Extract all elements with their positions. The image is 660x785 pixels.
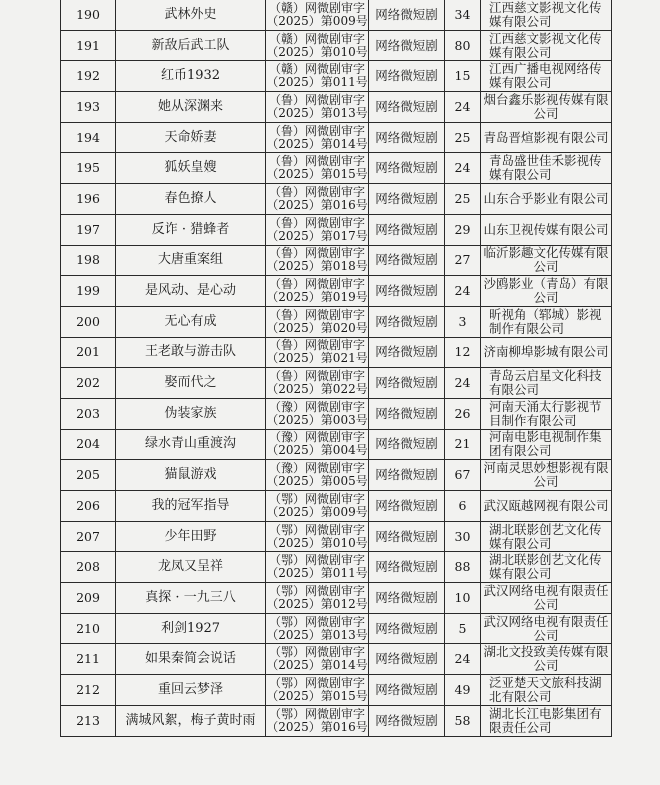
table-row [61,644,612,675]
license-serial: （2025）第010号 [266,44,368,59]
table-body [61,0,612,736]
row-number: 192 [61,61,116,92]
license-number [266,306,369,337]
drama-title: 我的冠军指导 [116,491,266,522]
license-number [266,552,369,583]
license-number [266,61,369,92]
row-number: 205 [61,460,116,491]
drama-type: 网络微短剧 [369,429,445,460]
drama-type: 网络微短剧 [369,276,445,307]
license-serial: （2025）第014号 [266,136,368,151]
drama-type: 网络微短剧 [369,705,445,736]
table-row [61,153,612,184]
row-number: 207 [61,521,116,552]
drama-type: 网络微短剧 [369,675,445,706]
producer-company: 河南电影电视制作集团有限公司 [481,429,612,460]
drama-type: 网络微短剧 [369,521,445,552]
drama-title: 王老敢与游击队 [116,337,266,368]
episode-count: 15 [445,61,481,92]
row-number: 197 [61,214,116,245]
drama-title: 武林外史 [116,0,266,30]
license-number [266,368,369,399]
episode-count: 6 [445,491,481,522]
episode-count: 30 [445,521,481,552]
episode-count: 34 [445,0,481,30]
drama-title: 绿水青山重渡沟 [116,429,266,460]
episode-count: 49 [445,675,481,706]
table-row [61,491,612,522]
producer-company: 昕视角（郓城）影视制作有限公司 [481,306,612,337]
drama-type: 网络微短剧 [369,644,445,675]
table-row [61,245,612,276]
drama-type: 网络微短剧 [369,306,445,337]
license-prefix: （豫）网微剧审字 [268,399,365,414]
license-prefix: （豫）网微剧审字 [268,461,365,476]
row-number: 210 [61,613,116,644]
drama-type: 网络微短剧 [369,460,445,491]
row-number: 204 [61,429,116,460]
drama-type: 网络微短剧 [369,92,445,123]
license-number [266,613,369,644]
drama-type: 网络微短剧 [369,613,445,644]
table-row [61,306,612,337]
drama-title: 她从深渊来 [116,92,266,123]
registration-table-sheet [60,0,611,773]
drama-title: 满城风絮，梅子黄时雨 [116,705,266,736]
producer-company: 江西慈文影视文化传媒有限公司 [481,30,612,61]
episode-count: 24 [445,92,481,123]
drama-type: 网络微短剧 [369,122,445,153]
row-number: 196 [61,184,116,215]
producer-company: 青岛晋煊影视有限公司 [481,122,612,153]
license-prefix: （赣）网微剧审字 [268,62,365,77]
episode-count: 25 [445,184,481,215]
license-serial: （2025）第009号 [266,13,368,28]
license-serial: （2025）第005号 [266,474,368,489]
episode-count: 26 [445,398,481,429]
drama-title: 狐妖皇嫂 [116,153,266,184]
license-serial: （2025）第014号 [266,658,368,673]
drama-title: 猫鼠游戏 [116,460,266,491]
row-number: 202 [61,368,116,399]
license-prefix: （鲁）网微剧审字 [268,215,365,230]
producer-company: 泛亚楚天文旅科技湖北有限公司 [481,675,612,706]
license-prefix: （鄂）网微剧审字 [268,645,365,660]
producer-company: 江西广播电视网络传媒有限公司 [481,61,612,92]
license-number [266,153,369,184]
table-row [61,613,612,644]
license-serial: （2025）第015号 [266,688,368,703]
episode-count: 24 [445,276,481,307]
row-number: 199 [61,276,116,307]
drama-title: 伪装家族 [116,398,266,429]
episode-count: 10 [445,583,481,614]
producer-company: 江西慈文影视文化传媒有限公司 [481,0,612,30]
episode-count: 27 [445,245,481,276]
license-serial: （2025）第004号 [266,443,368,458]
license-number [266,184,369,215]
license-prefix: （鄂）网微剧审字 [268,553,365,568]
drama-title: 是风动、是心动 [116,276,266,307]
row-number: 191 [61,30,116,61]
license-prefix: （鄂）网微剧审字 [268,675,365,690]
license-number [266,30,369,61]
license-serial: （2025）第010号 [266,535,368,550]
drama-type: 网络微短剧 [369,61,445,92]
table-row [61,583,612,614]
table-row [61,368,612,399]
table-row [61,92,612,123]
table-row [61,398,612,429]
license-prefix: （鄂）网微剧审字 [268,491,365,506]
table-row [61,705,612,736]
producer-company: 湖北长江电影集团有限责任公司 [481,705,612,736]
drama-title: 重回云梦泽 [116,675,266,706]
drama-type: 网络微短剧 [369,368,445,399]
drama-title: 龙凤又呈祥 [116,552,266,583]
table-row [61,184,612,215]
license-serial: （2025）第019号 [266,290,368,305]
drama-type: 网络微短剧 [369,30,445,61]
producer-company: 河南天涌太行影视节目制作有限公司 [481,398,612,429]
table-row [61,675,612,706]
drama-type: 网络微短剧 [369,245,445,276]
row-number: 206 [61,491,116,522]
license-number [266,521,369,552]
license-serial: （2025）第011号 [266,566,368,581]
license-number [266,491,369,522]
license-number [266,644,369,675]
row-number: 200 [61,306,116,337]
license-prefix: （鲁）网微剧审字 [268,277,365,292]
episode-count: 29 [445,214,481,245]
drama-title: 新敌后武工队 [116,30,266,61]
table-row [61,276,612,307]
license-number [266,675,369,706]
license-serial: （2025）第003号 [266,412,368,427]
license-number [266,245,369,276]
license-number [266,429,369,460]
producer-company: 河南灵思妙想影视有限公司 [481,460,612,491]
drama-type: 网络微短剧 [369,337,445,368]
producer-company: 山东卫视传媒有限公司 [481,214,612,245]
table-row [61,0,612,30]
license-serial: （2025）第018号 [266,259,368,274]
license-prefix: （鲁）网微剧审字 [268,123,365,138]
row-number: 201 [61,337,116,368]
license-prefix: （鲁）网微剧审字 [268,338,365,353]
license-serial: （2025）第016号 [266,197,368,212]
producer-company: 湖北联影创艺文化传媒有限公司 [481,521,612,552]
license-number [266,398,369,429]
license-prefix: （豫）网微剧审字 [268,430,365,445]
drama-title: 无心有成 [116,306,266,337]
table-row [61,429,612,460]
license-serial: （2025）第011号 [266,75,368,90]
producer-company: 临沂影趣文化传媒有限公司 [481,245,612,276]
license-prefix: （鄂）网微剧审字 [268,706,365,721]
license-prefix: （鲁）网微剧审字 [268,246,365,261]
license-number [266,92,369,123]
drama-title: 大唐重案组 [116,245,266,276]
license-serial: （2025）第022号 [266,382,368,397]
license-prefix: （鲁）网微剧审字 [268,307,365,322]
drama-type: 网络微短剧 [369,398,445,429]
license-serial: （2025）第013号 [266,627,368,642]
license-number [266,122,369,153]
license-prefix: （鄂）网微剧审字 [268,522,365,537]
license-serial: （2025）第013号 [266,105,368,120]
producer-company: 武汉网络电视有限责任公司 [481,583,612,614]
producer-company: 沙鸥影业（青岛）有限公司 [481,276,612,307]
producer-company: 烟台鑫乐影视传媒有限公司 [481,92,612,123]
producer-company: 青岛盛世佳禾影视传媒有限公司 [481,153,612,184]
license-number [266,705,369,736]
license-prefix: （鲁）网微剧审字 [268,369,365,384]
drama-title: 反诈 · 猎蜂者 [116,214,266,245]
license-prefix: （鄂）网微剧审字 [268,583,365,598]
producer-company: 武汉网络电视有限责任公司 [481,613,612,644]
license-prefix: （鲁）网微剧审字 [268,92,365,107]
drama-registration-table [60,0,612,737]
row-number: 190 [61,0,116,30]
drama-title: 红币1932 [116,61,266,92]
producer-company: 青岛云启星文化科技有限公司 [481,368,612,399]
producer-company: 济南柳埠影城有限公司 [481,337,612,368]
license-prefix: （鲁）网微剧审字 [268,154,365,169]
row-number: 193 [61,92,116,123]
table-row [61,521,612,552]
license-serial: （2025）第021号 [266,351,368,366]
license-serial: （2025）第015号 [266,167,368,182]
drama-title: 真探 · 一九三八 [116,583,266,614]
drama-type: 网络微短剧 [369,0,445,30]
episode-count: 88 [445,552,481,583]
row-number: 203 [61,398,116,429]
row-number: 211 [61,644,116,675]
license-prefix: （赣）网微剧审字 [268,0,365,15]
episode-count: 21 [445,429,481,460]
row-number: 195 [61,153,116,184]
producer-company: 湖北文投致美传媒有限公司 [481,644,612,675]
drama-type: 网络微短剧 [369,491,445,522]
episode-count: 25 [445,122,481,153]
license-serial: （2025）第017号 [266,228,368,243]
episode-count: 80 [445,30,481,61]
license-serial: （2025）第016号 [266,719,368,734]
table-row [61,460,612,491]
license-prefix: （鄂）网微剧审字 [268,614,365,629]
drama-type: 网络微短剧 [369,214,445,245]
episode-count: 67 [445,460,481,491]
row-number: 198 [61,245,116,276]
drama-title: 利剑1927 [116,613,266,644]
producer-company: 湖北联影创艺文化传媒有限公司 [481,552,612,583]
table-row [61,337,612,368]
license-serial: （2025）第012号 [266,596,368,611]
drama-type: 网络微短剧 [369,153,445,184]
table-row [61,214,612,245]
table-row [61,30,612,61]
license-number [266,460,369,491]
drama-title: 如果秦简会说话 [116,644,266,675]
drama-type: 网络微短剧 [369,583,445,614]
license-number [266,276,369,307]
drama-type: 网络微短剧 [369,552,445,583]
producer-company: 武汉瓯越网视有限公司 [481,491,612,522]
episode-count: 3 [445,306,481,337]
episode-count: 24 [445,153,481,184]
row-number: 213 [61,705,116,736]
drama-type: 网络微短剧 [369,184,445,215]
drama-title: 天命娇妻 [116,122,266,153]
drama-title: 娶而代之 [116,368,266,399]
row-number: 212 [61,675,116,706]
episode-count: 5 [445,613,481,644]
row-number: 209 [61,583,116,614]
row-number: 194 [61,122,116,153]
license-serial: （2025）第020号 [266,320,368,335]
episode-count: 12 [445,337,481,368]
drama-title: 春色撩人 [116,184,266,215]
license-number [266,337,369,368]
license-number [266,583,369,614]
producer-company: 山东合乎影业有限公司 [481,184,612,215]
license-number [266,0,369,30]
license-prefix: （鲁）网微剧审字 [268,184,365,199]
license-serial: （2025）第009号 [266,504,368,519]
drama-title: 少年田野 [116,521,266,552]
episode-count: 24 [445,368,481,399]
table-row [61,61,612,92]
episode-count: 24 [445,644,481,675]
row-number: 208 [61,552,116,583]
episode-count: 58 [445,705,481,736]
table-row [61,122,612,153]
license-number [266,214,369,245]
license-prefix: （赣）网微剧审字 [268,31,365,46]
table-row [61,552,612,583]
